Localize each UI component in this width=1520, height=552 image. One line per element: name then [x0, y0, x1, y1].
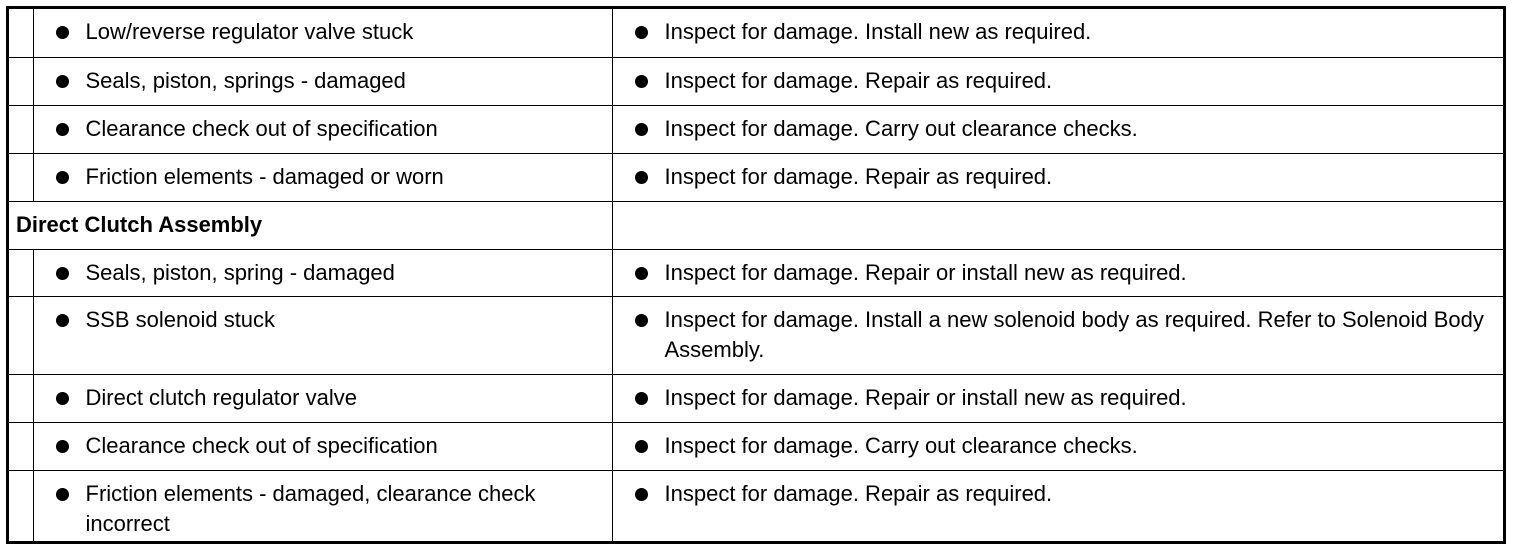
bullet-icon	[56, 440, 69, 453]
bullet-icon	[635, 392, 648, 405]
action-text: Inspect for damage. Install a new solenoid body as required. Refer to Solenoid Body Assembly.	[664, 306, 1484, 362]
table-row	[9, 9, 1503, 57]
action-cell	[612, 296, 1503, 374]
cause-cell	[33, 422, 612, 470]
bullet-icon	[56, 488, 69, 501]
action-text: Inspect for damage. Repair as required.	[664, 67, 1053, 93]
action-text: Inspect for damage. Repair or install new as required.	[664, 384, 1187, 410]
table-row	[9, 153, 1503, 201]
action-text: Inspect for damage. Repair or install new as required.	[664, 259, 1187, 285]
action-cell	[612, 105, 1503, 153]
action-cell	[612, 9, 1503, 57]
bullet-icon	[56, 26, 69, 39]
bullet-icon	[56, 75, 69, 88]
indent-cell	[9, 9, 33, 57]
indent-cell	[9, 57, 33, 105]
action-text: Inspect for damage. Install new as required.	[664, 19, 1092, 44]
table-row	[9, 470, 1503, 541]
bullet-icon	[56, 314, 69, 327]
bullet-icon	[635, 171, 648, 184]
cause-text: SSB solenoid stuck	[85, 306, 276, 332]
cause-cell	[33, 9, 612, 57]
cause-text: Clearance check out of specification	[85, 115, 438, 141]
action-text: Inspect for damage. Carry out clearance checks.	[664, 115, 1138, 141]
symptom-table	[9, 9, 1503, 541]
action-cell	[612, 57, 1503, 105]
cause-text: Low/reverse regulator valve stuck	[85, 19, 414, 44]
bullet-icon	[635, 314, 648, 327]
cause-text: Seals, piston, springs - damaged	[85, 67, 406, 93]
cause-text: Clearance check out of specification	[85, 432, 438, 458]
action-cell	[612, 422, 1503, 470]
cause-cell	[33, 296, 612, 374]
indent-cell	[9, 296, 33, 374]
cause-cell	[33, 249, 612, 296]
bullet-icon	[56, 123, 69, 136]
action-cell	[612, 249, 1503, 296]
indent-cell	[9, 153, 33, 201]
cause-cell	[33, 374, 612, 422]
action-cell	[612, 374, 1503, 422]
table-row	[9, 374, 1503, 422]
empty-cell	[612, 201, 1503, 249]
action-text: Inspect for damage. Carry out clearance checks.	[664, 432, 1138, 458]
cause-cell	[33, 470, 612, 541]
bullet-icon	[56, 267, 69, 280]
bullet-icon	[56, 171, 69, 184]
bullet-icon	[635, 26, 648, 39]
action-cell	[612, 470, 1503, 541]
cause-text: Seals, piston, spring - damaged	[85, 259, 395, 285]
table-row	[9, 57, 1503, 105]
section-title-cell	[9, 201, 612, 249]
bullet-icon	[635, 267, 648, 280]
table-row	[9, 296, 1503, 374]
diagnostic-table	[6, 6, 1506, 544]
bullet-icon	[56, 392, 69, 405]
bullet-icon	[635, 488, 648, 501]
bullet-icon	[635, 440, 648, 453]
action-text: Inspect for damage. Repair as required.	[664, 163, 1053, 189]
cause-text: Direct clutch regulator valve	[85, 384, 357, 410]
section-header-row	[9, 201, 1503, 249]
bullet-icon	[635, 123, 648, 136]
cause-text: Friction elements - damaged, clearance check incorrect	[85, 480, 536, 536]
cause-cell	[33, 57, 612, 105]
cause-text: Friction elements - damaged or worn	[85, 163, 444, 189]
action-text: Inspect for damage. Repair as required.	[664, 480, 1053, 506]
table-row	[9, 422, 1503, 470]
bullet-icon	[635, 75, 648, 88]
action-cell	[612, 153, 1503, 201]
cause-cell	[33, 105, 612, 153]
indent-cell	[9, 470, 33, 541]
indent-cell	[9, 249, 33, 296]
indent-cell	[9, 105, 33, 153]
cause-cell	[33, 153, 612, 201]
table-row	[9, 249, 1503, 296]
table-row	[9, 105, 1503, 153]
indent-cell	[9, 422, 33, 470]
section-title: Direct Clutch Assembly	[16, 211, 263, 237]
indent-cell	[9, 374, 33, 422]
